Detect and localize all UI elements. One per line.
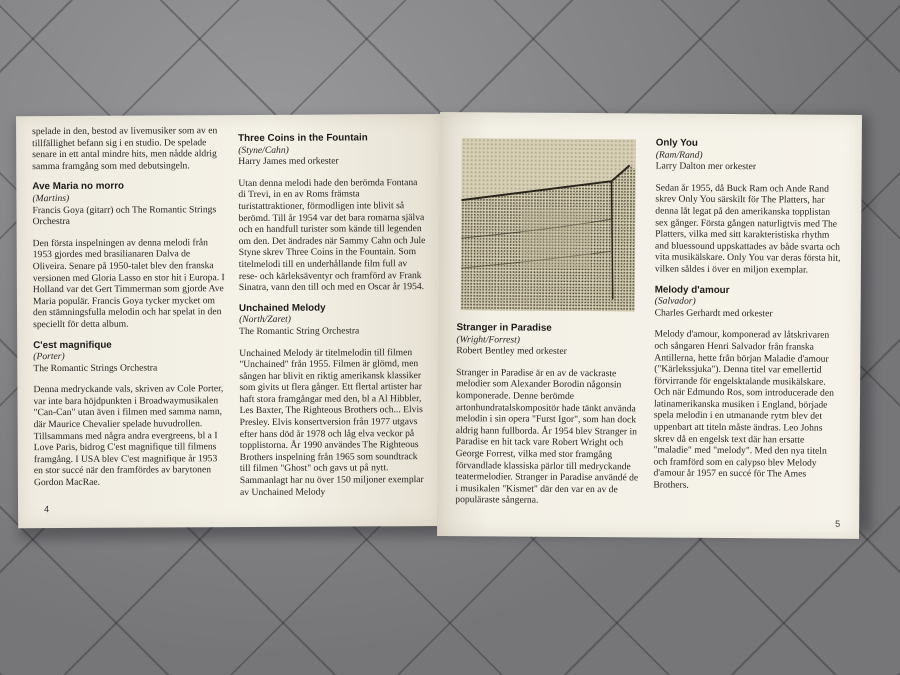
song-description: Utan denna melodi hade den berömda Fontana di Trevi, in en av Roms främsta turistattraktioner, förmodligen inte blivit så berömd. Till år 1954 var det bara romarna själva och en handfull turister som kände till legenden om den. Det ändrades när Sammy Cahn och Jule Styne skrev Three Coins in the Fountain. Som titelmelodi till en underhållande film full av rese- och kärleksäventyr och framförd av Frank Sinatra, vann den till och med en Oscar år 1954.: [238, 176, 426, 294]
song-performer: The Romantic String Orchestra: [239, 325, 360, 337]
page-number-right: 5: [835, 518, 841, 529]
song-performer: Larry Dalton mer orkester: [655, 160, 757, 173]
song-description: Den första inspelningen av denna melodi från 1953 gjordes med brasilianaren Dalva de Oliveira. Senare på 1950-talet blev den franska versionen med Gloria Lasso en stor hit i Europa. I Holland var det Gert Timmerman som gjorde Ave Maria populär. Francis Goya tycker mycket om den stämningsfulla melodin och har spelat in den speciellt för detta album.: [32, 236, 225, 331]
song-description: Sedan år 1955, då Buck Ram och Ande Rand skrev Only You särskilt för The Platters, har denna låt legat på den amerikanska topplistan sex gånger. Första gången naturligtvis med The Platters, vilka med sitt karakteristiska rhythm and bluessound uppskattades av både svarta och vita musikälskare. Only You var deras första hit, vilken såldes i över en miljon exemplar.: [654, 182, 841, 276]
right-page-column-1: [455, 322, 642, 516]
song-description: Stranger in Paradise är en av de vackraste melodier som Alexander Borodin någonsin komponerade. Denne berömde artonhundratalskompositör hade tänkt använda melodin i sin opera "Furst Igor", som han dock aldrig hann fullborda. År 1954 blev Stranger in Paradise en hit tack vare Robert Wright och George Forrest, vilka med stor framgång förvandlade klassiska pärlor till medryckande teatermelodier. Stranger in Paradise användé de i musikalen "Kismet" där den var en av de populäraste sångerna.: [455, 366, 639, 507]
song-title-ave-maria: Ave Maria no morro: [32, 181, 125, 193]
left-page-column-1: [32, 125, 226, 498]
boat-bow-halftone-photo: [461, 138, 636, 311]
song-title-stranger-in-paradise: Stranger in Paradise: [456, 322, 552, 334]
song-title-unchained-melody: Unchained Melody: [238, 302, 326, 314]
left-page-column-2: [238, 132, 428, 507]
song-performer: Francis Goya (gitarr) och The Romantic Strings Orchestra: [32, 203, 217, 228]
song-composer: (Wright/Forrest): [456, 333, 521, 346]
song-composer: (Salvador): [654, 295, 696, 307]
song-composer: (Martins): [32, 192, 70, 205]
intro-paragraph: spelade in den, bestod av livemusiker som av en tillfällighet befann sig i en studio. De spelade senare in ett antal mindre hits, men nådde aldrig samma framgång som med debutsingeln.: [32, 125, 218, 172]
booklet-page-left: [16, 114, 442, 528]
booklet-page-right: [437, 112, 862, 539]
song-performer: Charles Gerhardt med orkester: [654, 307, 773, 320]
song-composer: (Ram/Rand): [655, 149, 703, 161]
song-description: Unchained Melody är titelmelodin till filmen "Unchained" från 1955. Filmen är glömd, men sången har blivit en riktig amerikansk klassiker som givits ut flera gånger. Ett flertal artister har haft stora framgångar med den, bl a Al Hibbler, Les Baxter, The Righteous Brothers och... Elvis Presley. Elvis konsertversion från 1977 utgavs efter hans död år 1978 och låg elva veckor på topplistorna. År 1990 användes The Righteous Brothers inspelning från 1965 som soundtrack till filmen "Ghost" och gavs ut på nytt. Sammanlagt har nu över 150 miljoner exemplar av Unchained Melody: [239, 346, 424, 498]
boat-photo-graphic: [461, 138, 636, 311]
song-title-melody-damour: Melody d'amour: [654, 284, 730, 296]
song-description: Denna medryckande vals, skriven av Cole Porter, var inte bara höjdpunkten i Broadwaymusikalen "Can-Can" utan även i filmen med samma namn, där Maurice Chevalier spelade huvudrollen. Tillsammans med några andra evergreens, bl a I Love Paris, bidrog C'est magnifique till filmens framgång. I USA blev C'est magnifique år 1953 en stor succé när den framfördes av barytonen Gordon MacRae.: [33, 383, 224, 489]
song-description: Melody d'amour, komponerad av låtskrivaren och sångaren Henri Salvador från franska Antillerna, hette från början Maladie d'amour ("Kärlekssjuka"). Denna titel var emellertid förvirrande för engelsktalande musikälskare. Och när Edmundo Ros, som introducerade den latinamerikanska musiken i England, började spela melodin i en utmanande rytm blev det uppenbart att titeln måste ändras. Leo Johns skrev då en engelsk text där han ersatte "maladie" med "melody". Med den nya titeln och framförd som en calypso blev Melody d'amour år 1957 en succé för The Ames Brothers.: [653, 328, 834, 491]
song-performer: The Romantic Strings Orchestra: [33, 362, 158, 374]
song-performer: Robert Bentley med orkester: [456, 345, 567, 358]
song-title-three-coins: Three Coins in the Fountain: [238, 132, 368, 145]
song-title-cest-magnifique: C'est magnifique: [33, 339, 112, 351]
right-page-column-2: [653, 138, 844, 502]
song-title-only-you: Only You: [655, 137, 698, 149]
song-composer: (Porter): [33, 351, 65, 363]
song-composer: (Styne/Cahn): [238, 144, 289, 156]
song-composer: (North/Zaret): [239, 314, 291, 326]
song-performer: Harry James med orkester: [238, 155, 339, 168]
page-number-left: 4: [44, 504, 50, 515]
